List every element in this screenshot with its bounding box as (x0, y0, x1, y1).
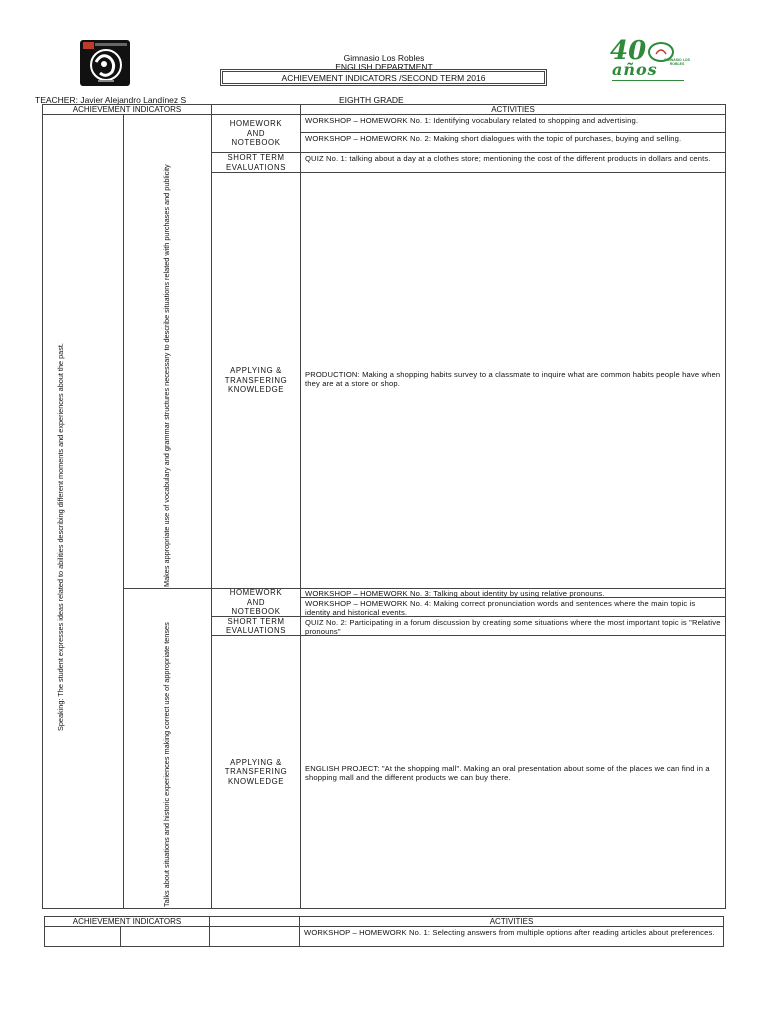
activities-column-header: ACTIVITIES (300, 104, 726, 115)
activity-production (300, 172, 726, 589)
activity-quiz-1: QUIZ No. 1: talking about a day at a clothes store; mentioning the cost of the different products in dollars and cents. (300, 152, 726, 173)
school-name: Gimnasio Los Robles (343, 53, 425, 63)
category-label: AND (246, 597, 266, 607)
sub-indicator-2-text: Talks about situations and historic experiences making correct use of appropriate tenses (162, 622, 171, 907)
category-label: EVALUATIONS (225, 626, 287, 635)
teacher-line: TEACHER: Javier Alejandro Landínez S (35, 95, 187, 105)
category-label: AND (246, 128, 266, 138)
document-title: ACHIEVEMENT INDICATORS /SECOND TERM 2016 (222, 71, 545, 84)
category-label: HOMEWORK (229, 588, 283, 598)
category-label: TRANSFERING (224, 767, 288, 777)
category-label: KNOWLEDGE (227, 385, 285, 395)
activity-workshop-2: WORKSHOP – HOMEWORK No. 2: Making short dialogues with the topic of purchases, buying and selling. (300, 132, 726, 153)
category-label: TRANSFERING (224, 375, 288, 385)
activity-workshop-1: WORKSHOP – HOMEWORK No. 1: Identifying vocabulary related to shopping and advertising. (300, 114, 726, 133)
anniversary-word: años (612, 60, 658, 79)
table2-col-c (209, 926, 300, 947)
anniversary-underline (612, 80, 684, 81)
category-label: SHORT TERM (227, 153, 285, 162)
department-name: ENGLISH DEPARTMENT (335, 62, 433, 72)
activity-workshop-3: WORKSHOP – HOMEWORK No. 3: Talking about identity by using relative pronouns. (300, 588, 726, 598)
category-label: KNOWLEDGE (227, 776, 285, 786)
category-homework-2 (211, 588, 301, 617)
anniversary-number: 40 (610, 36, 647, 66)
anniversary-logo (608, 38, 692, 86)
anniversary-badge-text: GIMNASIO LOS ROBLES (664, 58, 690, 66)
category-homework-1 (211, 114, 301, 153)
category-short-term-2 (211, 616, 301, 636)
indicators-column-header: ACHIEVEMENT INDICATORS (42, 104, 212, 115)
category-short-term-1 (211, 152, 301, 173)
oak-leaf-icon (655, 48, 667, 56)
grade-label: EIGHTH GRADE (339, 95, 404, 105)
category-applying-1 (211, 172, 301, 589)
activity-workshop-4: WORKSHOP – HOMEWORK No. 4: Making correct pronunciation words and sentences where the main topic is identity and historical events. (300, 597, 726, 617)
main-indicator-text: Speaking: The student expresses ideas related to abilities describing different moments and experiences about the past. (56, 343, 65, 731)
sub-indicator-1-text: Makes appropriate use of vocabulary and grammar structures necessary to describe situations related with purchases and publicity (162, 164, 171, 587)
table2-indicators-header: ACHIEVEMENT INDICATORS (44, 916, 210, 927)
table2-activity-workshop-1: WORKSHOP – HOMEWORK No. 1: Selecting answers from multiple options after reading articles about preferences. (299, 926, 724, 947)
category-label: NOTEBOOK (231, 607, 281, 617)
category-label: APPLYING & (230, 366, 282, 376)
table2-col-b (120, 926, 210, 947)
category-applying-2 (211, 635, 301, 909)
category-label: EVALUATIONS (225, 162, 287, 172)
table2-activities-header: ACTIVITIES (299, 916, 724, 927)
category-label: APPLYING & (230, 757, 282, 767)
category-label: NOTEBOOK (231, 138, 281, 148)
activity-production-text: PRODUCTION: Making a shopping habits survey to a classmate to inquire what are common habits people have when they are at a store or shop. (305, 369, 721, 388)
sub-indicator-2-cell (123, 588, 212, 909)
category-label: HOMEWORK (229, 119, 283, 129)
sub-indicator-1-cell (123, 114, 212, 589)
activity-english-project (300, 635, 726, 909)
category-label: SHORT TERM (227, 616, 285, 626)
table2-col-a (44, 926, 121, 947)
activity-quiz-2: QUIZ No. 2: Participating in a forum discussion by creating some situations where the most important topic is "Relative pronouns" (300, 616, 726, 636)
activity-english-project-text: ENGLISH PROJECT: "At the shopping mall". Making an oral presentation about some of the places we can find in a shopping mall and the different products we can buy there. (305, 764, 710, 782)
main-indicator-cell (42, 114, 124, 909)
